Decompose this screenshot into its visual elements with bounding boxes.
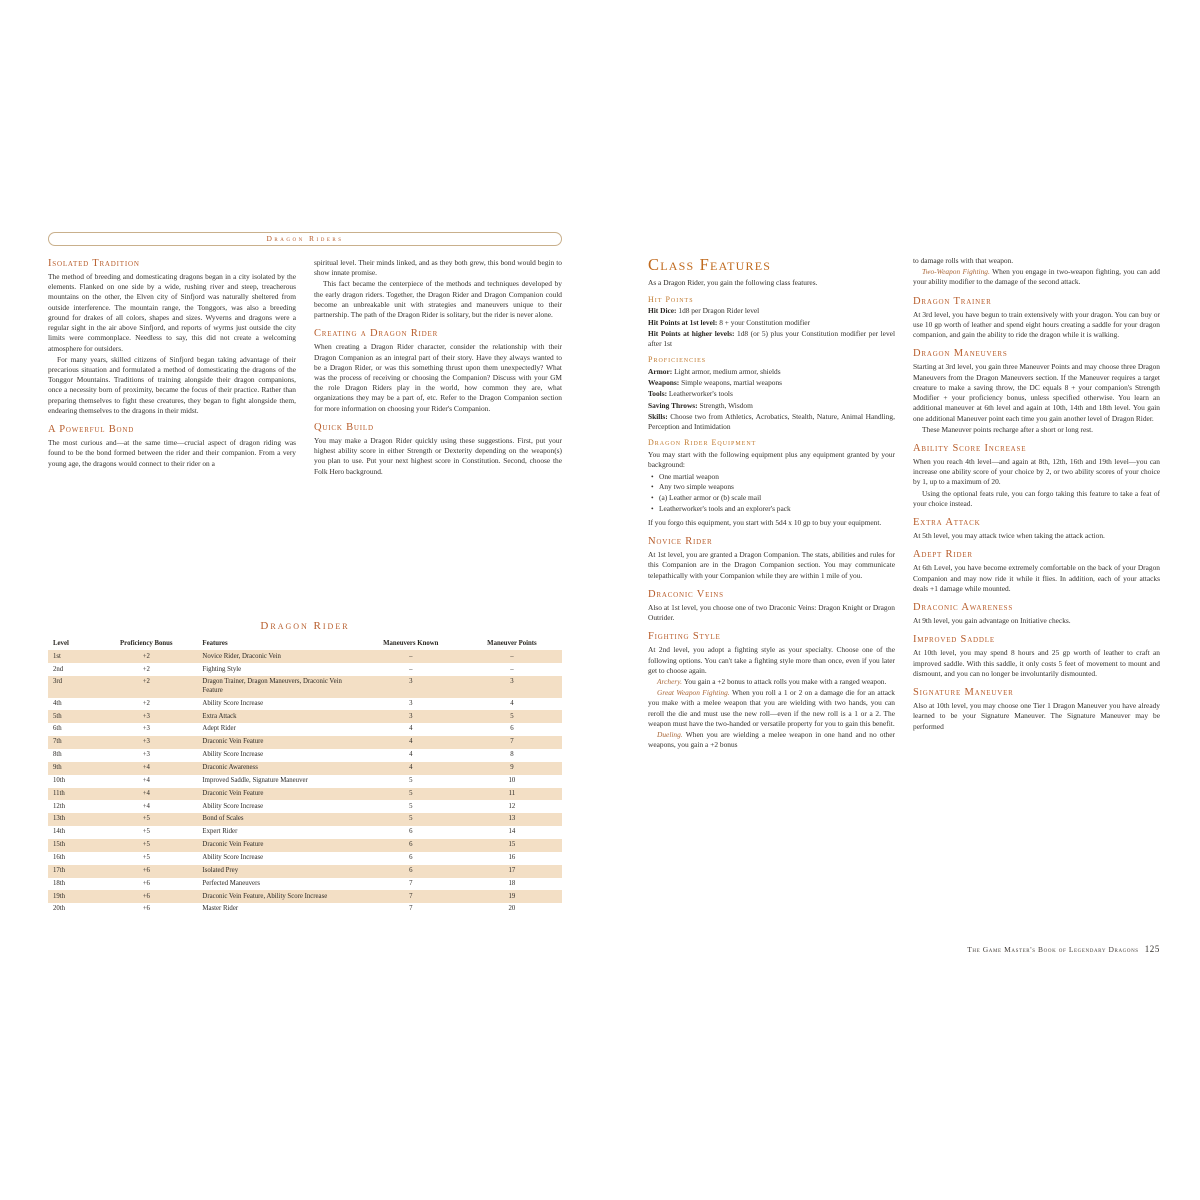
table-row bbox=[48, 788, 562, 801]
class-table-title: Dragon Rider bbox=[260, 620, 350, 632]
table-cell: 8 bbox=[510, 751, 514, 759]
table-cell: +6 bbox=[142, 879, 150, 887]
paragraph: Also at 10th level, you may choose one Tier 1 Dragon Maneuver you have already learned to be your Signature Maneuver. The Signature Maneuver may be performed bbox=[913, 701, 1160, 731]
table-cell: Ability Score Increase bbox=[202, 751, 264, 759]
table-cell: 15th bbox=[53, 841, 66, 849]
table-row bbox=[48, 698, 562, 711]
table-cell: 4th bbox=[53, 699, 62, 707]
section-heading: Extra Attack bbox=[913, 517, 981, 529]
table-cell: 16th bbox=[53, 854, 66, 862]
table-cell: 5th bbox=[53, 712, 62, 720]
table-cell: 12 bbox=[508, 802, 516, 810]
table-cell: 13 bbox=[508, 815, 516, 823]
table-cell: 9 bbox=[510, 764, 514, 772]
table-cell: 6 bbox=[409, 854, 413, 862]
table-cell: 6 bbox=[409, 866, 413, 874]
table-cell: 13th bbox=[53, 815, 66, 823]
paragraph: At 5th level, you may attack twice when taking the attack action. bbox=[913, 531, 1105, 541]
banner-label: Dragon Riders bbox=[266, 234, 344, 244]
table-cell: 18 bbox=[508, 879, 516, 887]
section-heading: Draconic Awareness bbox=[913, 602, 1014, 614]
left-column-2 bbox=[314, 258, 562, 610]
table-cell: 19 bbox=[508, 892, 516, 900]
table-cell: 7 bbox=[409, 892, 413, 900]
table-cell: Draconic Awareness bbox=[202, 764, 258, 772]
table-row bbox=[48, 710, 562, 723]
table-cell: +6 bbox=[142, 866, 150, 874]
paragraph: For many years, skilled citizens of Sinfjord began taking advantage of their precarious situation and formulated a method of domesticating the dragons of the Tonggor Mountains. Traditions of training alongside their dragon companions, once a necessity born of proximity, became the focus of their practice. Rather than preparing themselves to fight these creatures, they began to fight alongside them, endearing themselves to the dragons in their midst. bbox=[48, 354, 296, 415]
paragraph: Starting at 3rd level, you gain three Maneuver Points and may choose three Dragon Maneuvers from the Dragon Maneuvers section. If the Maneuver requires a target creature to make a saving throw, the DC equals 8 + your companion's Strength Modifier + your proficiency bonus, unless specified otherwise. You learn an additional maneuver at 6th level and again at 10th, 14th and 18th level. You gain one additional Maneuver point each time you gain another level of Dragon Rider. bbox=[913, 362, 1160, 423]
table-cell: Isolated Prey bbox=[202, 866, 239, 874]
section-heading: Draconic Veins bbox=[648, 588, 724, 600]
option-paragraph: Two-Weapon Fighting. When you engage in two-weapon fighting, you can add your ability modifier to the damage of the second attack. bbox=[913, 267, 1161, 287]
paragraph: These Maneuver points recharge after a short or long rest. bbox=[922, 424, 1094, 434]
section-heading: A Powerful Bond bbox=[48, 424, 135, 436]
table-cell: Novice Rider, Draconic Vein bbox=[202, 652, 281, 660]
table-cell: 16 bbox=[508, 854, 516, 862]
section-heading: Signature Maneuver bbox=[913, 687, 1014, 699]
table-row bbox=[48, 663, 562, 676]
table-row bbox=[48, 650, 562, 663]
paragraph: At 1st level, you are granted a Dragon Companion. The stats, abilities and rules for this Companion are in the Dragon Companion section. You may communicate telepathically with your Companion while they are within 1 mile of you. bbox=[648, 550, 895, 580]
section-heading: Adept Rider bbox=[913, 549, 973, 561]
table-cell: 6 bbox=[510, 725, 514, 733]
table-cell: 18th bbox=[53, 879, 66, 887]
table-row bbox=[48, 852, 562, 865]
section-heading: Novice Rider bbox=[648, 536, 713, 548]
column-header: Features bbox=[202, 640, 228, 647]
section-heading: Hit Points bbox=[648, 294, 694, 304]
paragraph: You may make a Dragon Rider quickly using these suggestions. First, put your highest ability score in either Strength or Dexterity depending on the weapon(s) you plan to use. Put your next highest score in Constitution. Second, choose the Folk Hero background. bbox=[314, 435, 562, 476]
table-cell: 7 bbox=[510, 738, 514, 746]
section-heading: Fighting Style bbox=[648, 631, 721, 643]
table-cell: +3 bbox=[142, 725, 150, 733]
table-cell: +4 bbox=[142, 764, 150, 772]
table-cell: 15 bbox=[508, 841, 516, 849]
table-cell: Extra Attack bbox=[202, 712, 237, 720]
paragraph: If you forgo this equipment, you start with 5d4 x 10 gp to buy your equipment. bbox=[648, 517, 882, 527]
option-paragraph: Archery. You gain a +2 bonus to attack rolls you make with a ranged weapon. bbox=[657, 677, 887, 687]
table-cell: 9th bbox=[53, 764, 62, 772]
table-cell: 17 bbox=[508, 866, 516, 874]
table-cell: Master Rider bbox=[202, 905, 239, 913]
table-cell: 4 bbox=[510, 699, 514, 707]
table-cell: Perfected Maneuvers bbox=[202, 879, 260, 887]
table-row bbox=[48, 762, 562, 775]
page-number: 125 bbox=[1144, 944, 1160, 954]
table-cell: Improved Saddle, Signature Maneuver bbox=[202, 776, 308, 784]
paragraph: to damage rolls with that weapon. bbox=[913, 256, 1014, 265]
table-cell: +6 bbox=[142, 905, 150, 913]
section-heading: Quick Build bbox=[314, 421, 374, 433]
table-cell: 6th bbox=[53, 725, 62, 733]
table-row bbox=[48, 775, 562, 788]
stat-line: Hit Points at 1st level: 8 + your Constitution modifier bbox=[648, 317, 811, 327]
paragraph: At 3rd level, you have begun to train extensively with your dragon. You can buy or use 10 gp worth of leather and spend eight hours creating a saddle for your dragon companion, and gain the ability to ride the dragon while it is walking. bbox=[913, 309, 1160, 340]
table-cell: 10 bbox=[508, 776, 516, 784]
table-row bbox=[48, 878, 562, 891]
table-row bbox=[48, 676, 562, 697]
table-row bbox=[48, 800, 562, 813]
section-heading: Dragon Trainer bbox=[913, 295, 992, 307]
table-cell: 4 bbox=[409, 764, 413, 772]
table-cell: 6 bbox=[409, 841, 413, 849]
column-header: Maneuver Points bbox=[487, 640, 537, 647]
table-cell: +5 bbox=[142, 828, 150, 836]
stat-line: Armor: Light armor, medium armor, shields bbox=[648, 367, 781, 376]
table-cell: +2 bbox=[142, 665, 150, 673]
left-columns bbox=[48, 258, 562, 610]
table-cell: +3 bbox=[142, 712, 150, 720]
table-cell: – bbox=[409, 652, 413, 660]
paragraph: At 10th level, you may spend 8 hours and 25 gp worth of leather to craft an improved saddle. With this saddle, it only costs 5 feet of movement to mount and dismount, and you can no longer be involuntarily dismounted. bbox=[913, 648, 1160, 678]
stat-line: Hit Points at higher levels: 1d8 (or 5) plus your Constitution modifier per level after 1st bbox=[648, 328, 895, 348]
paragraph: At 2nd level, you adopt a fighting style as your specialty. Choose one of the following options. You can't take a fighting style more than once, even if you later get to choose again. bbox=[648, 645, 895, 675]
table-cell: Expert Rider bbox=[202, 828, 238, 836]
table-cell: Adept Rider bbox=[202, 725, 236, 733]
table-cell: Ability Score Increase bbox=[202, 802, 264, 810]
class-table bbox=[48, 638, 562, 916]
left-column-1 bbox=[48, 258, 296, 610]
stat-line: Hit Dice: 1d8 per Dragon Rider level bbox=[648, 306, 760, 316]
stat-line: Skills: Choose two from Athletics, Acrobatics, Stealth, Nature, Animal Handling, Perception and Intimidation bbox=[648, 411, 895, 432]
paragraph: Also at 1st level, you choose one of two Draconic Veins: Dragon Knight or Dragon Outrider. bbox=[648, 602, 895, 623]
table-cell: – bbox=[510, 665, 514, 673]
paragraph: This fact became the centerpiece of the methods and techniques developed by the early dragon riders. Together, the Dragon Rider and Dragon Companion could become an unbreakable unit with strategies and maneuvers unique to their partnership. The path of the Dragon Rider is solitary, but the rider is never alone. bbox=[314, 279, 562, 320]
table-row bbox=[48, 723, 562, 736]
right-column-1 bbox=[648, 256, 895, 752]
section-heading: Isolated Tradition bbox=[48, 258, 140, 269]
table-row bbox=[48, 839, 562, 852]
table-cell: Draconic Vein Feature bbox=[202, 738, 264, 746]
stat-line: Saving Throws: Strength, Wisdom bbox=[648, 400, 753, 410]
table-row bbox=[48, 813, 562, 826]
paragraph: As a Dragon Rider, you gain the following class features. bbox=[648, 278, 818, 288]
table-cell: 3 bbox=[409, 699, 413, 707]
table-cell: +4 bbox=[142, 802, 150, 810]
table-cell: 10th bbox=[53, 776, 66, 784]
table-cell: 20 bbox=[508, 905, 516, 913]
table-cell: +5 bbox=[142, 854, 150, 862]
table-cell: 5 bbox=[409, 789, 413, 797]
table-cell: Fighting Style bbox=[202, 665, 242, 673]
table-cell: Ability Score Increase bbox=[202, 699, 264, 707]
stat-line: Tools: Leatherworker's tools bbox=[648, 389, 733, 399]
paragraph: At 9th level, you gain advantage on Initiative checks. bbox=[913, 616, 1071, 626]
column-header: Level bbox=[53, 640, 69, 647]
right-page bbox=[648, 256, 1160, 752]
table-cell: 17th bbox=[53, 866, 66, 874]
section-heading: Dragon Maneuvers bbox=[913, 348, 1008, 360]
table-cell: 19th bbox=[53, 892, 66, 900]
equipment-item: • Leatherworker's tools and an explorer's pack bbox=[648, 504, 895, 514]
left-page bbox=[48, 232, 562, 916]
section-heading: Creating a Dragon Rider bbox=[314, 328, 439, 340]
paragraph: When you reach 4th level—and again at 8th, 12th, 16th and 19th level—you can increase one ability score of your choice by 2, or two ability scores of your choice by 1, up to a maximum of 20. bbox=[913, 456, 1160, 487]
table-cell: 20th bbox=[53, 905, 66, 913]
table-cell: 3 bbox=[510, 678, 514, 686]
table-cell: 5 bbox=[409, 815, 413, 823]
table-cell: +4 bbox=[142, 776, 150, 784]
table-row bbox=[48, 736, 562, 749]
table-row bbox=[48, 890, 562, 903]
paragraph: At 6th Level, you have become extremely comfortable on the back of your Dragon Companion and may now ride it while it flies. In addition, each of your attacks deals +1 damage while mounted. bbox=[913, 563, 1160, 593]
paragraph: The most curious and—at the same time—crucial aspect of dragon riding was found to be the bond formed between the rider and their companion. From a very young age, the dragons would connect to their rider on a bbox=[48, 438, 296, 468]
table-cell: 7 bbox=[409, 879, 413, 887]
table-cell: Draconic Vein Feature, Ability Score Increase bbox=[202, 892, 328, 900]
table-row bbox=[48, 826, 562, 839]
table-cell: Bond of Scales bbox=[202, 815, 244, 823]
table-cell: +3 bbox=[142, 738, 150, 746]
table-cell: – bbox=[510, 652, 514, 660]
book-footer bbox=[648, 944, 1160, 954]
equipment-item: • Any two simple weapons bbox=[648, 482, 895, 492]
option-paragraph: Great Weapon Fighting. When you roll a 1 or 2 on a damage die for an attack you make with a melee weapon that you are wielding with two hands, you can reroll the die and must use the new roll—even if the new roll is a 1 or a 2. The weapon must have the two-handed or versatile property for you to gain this benefit. bbox=[648, 688, 896, 728]
class-table-section bbox=[48, 620, 562, 916]
stat-line: Weapons: Simple weapons, martial weapons bbox=[648, 378, 783, 388]
section-heading: Proficiencies bbox=[648, 355, 707, 365]
table-cell: 3rd bbox=[53, 678, 63, 686]
table-cell: +6 bbox=[142, 892, 150, 900]
table-row bbox=[48, 749, 562, 762]
equipment-item: • (a) Leather armor or (b) scale mail bbox=[648, 493, 895, 503]
column-header: Proficiency Bonus bbox=[120, 640, 173, 647]
table-cell: 12th bbox=[53, 802, 66, 810]
table-cell: Ability Score Increase bbox=[202, 854, 264, 862]
table-header-row bbox=[48, 638, 562, 650]
paragraph: When creating a Dragon Rider character, consider the relationship with their Dragon Companion as an integral part of their story. Have they always wanted to be a Dragon Rider, or was this something thrust upon them unexpectedly? What was the process of receiving or choosing the Companion? Discuss with your GM the role Dragon Riders play in the world, how common they are, what organizations they may be a part of, etc. Refer to the Dragon Companion section for more information on choosing your Rider's Companion. bbox=[314, 342, 562, 413]
table-cell: 5 bbox=[409, 802, 413, 810]
table-cell: 11th bbox=[53, 789, 65, 797]
table-cell: +3 bbox=[142, 751, 150, 759]
table-cell: 5 bbox=[510, 712, 514, 720]
table-cell: 5 bbox=[409, 776, 413, 784]
table-cell: 4 bbox=[409, 725, 413, 733]
table-cell: 7 bbox=[409, 905, 413, 913]
table-cell: 4 bbox=[409, 738, 413, 746]
table-cell: 14th bbox=[53, 828, 66, 836]
paragraph: spiritual level. Their minds linked, and as they both grew, this bond would begin to show innate promise. bbox=[314, 258, 562, 278]
table-cell: +2 bbox=[142, 652, 150, 660]
right-column-2 bbox=[913, 256, 1160, 752]
option-paragraph: Dueling. When you are wielding a melee weapon in one hand and no other weapons, you gain a +2 bonus bbox=[648, 730, 895, 750]
table-cell: 6 bbox=[409, 828, 413, 836]
table-cell: +2 bbox=[142, 678, 150, 686]
table-cell: 8th bbox=[53, 751, 62, 759]
page-banner bbox=[48, 232, 562, 246]
table-cell: Draconic Vein Feature bbox=[202, 841, 264, 849]
table-cell: 3 bbox=[409, 712, 413, 720]
right-columns bbox=[648, 256, 1160, 752]
section-heading: Ability Score Increase bbox=[913, 442, 1027, 454]
table-cell: +2 bbox=[142, 699, 150, 707]
footer-book-title: The Game Master's Book of Legendary Dragons bbox=[967, 945, 1139, 954]
equipment-item: • One martial weapon bbox=[648, 472, 895, 482]
table-cell: +4 bbox=[142, 789, 150, 797]
section-heading: Improved Saddle bbox=[913, 634, 995, 646]
table-cell: 14 bbox=[508, 828, 516, 836]
paragraph: Using the optional feats rule, you can forgo taking this feature to take a feat of your choice instead. bbox=[913, 488, 1160, 508]
table-cell: +5 bbox=[142, 841, 150, 849]
section-heading: Class Features bbox=[648, 255, 772, 274]
table-cell: 1st bbox=[53, 652, 61, 660]
paragraph: You may start with the following equipment plus any equipment granted by your background: bbox=[648, 450, 895, 470]
paragraph: The method of breeding and domesticating dragons began in a city isolated by the elements. Flanked on one side by a wide, rushing river and steep, treacherous mountains on the other, the Elven city of Sinfjord was naturally sheltered from outside interference. The mountain range, the Tonggors, was also a breeding ground for drakes of all colors, shapes and sizes. Wyverns and dragons were a regular sight in the air above Sinfjord, and reports of wyrms just outside the city limits were commonplace. Needless to say, this did not create a welcoming atmosphere for outsiders. bbox=[48, 272, 296, 353]
table-cell: Draconic Vein Feature bbox=[202, 789, 264, 797]
column-header: Maneuvers Known bbox=[383, 640, 439, 647]
table-cell: 11 bbox=[508, 789, 516, 797]
table-cell: 7th bbox=[53, 738, 62, 746]
table-cell: +5 bbox=[142, 815, 150, 823]
table-cell: 3 bbox=[409, 678, 413, 686]
table-row bbox=[48, 903, 562, 916]
table-cell: – bbox=[409, 665, 413, 673]
table-cell: 2nd bbox=[53, 665, 64, 673]
table-row bbox=[48, 865, 562, 878]
table-cell: 4 bbox=[409, 751, 413, 759]
section-heading: Dragon Rider Equipment bbox=[648, 438, 757, 448]
table-cell: Dragon Trainer, Dragon Maneuvers, Draconic Vein Feature bbox=[202, 678, 342, 694]
